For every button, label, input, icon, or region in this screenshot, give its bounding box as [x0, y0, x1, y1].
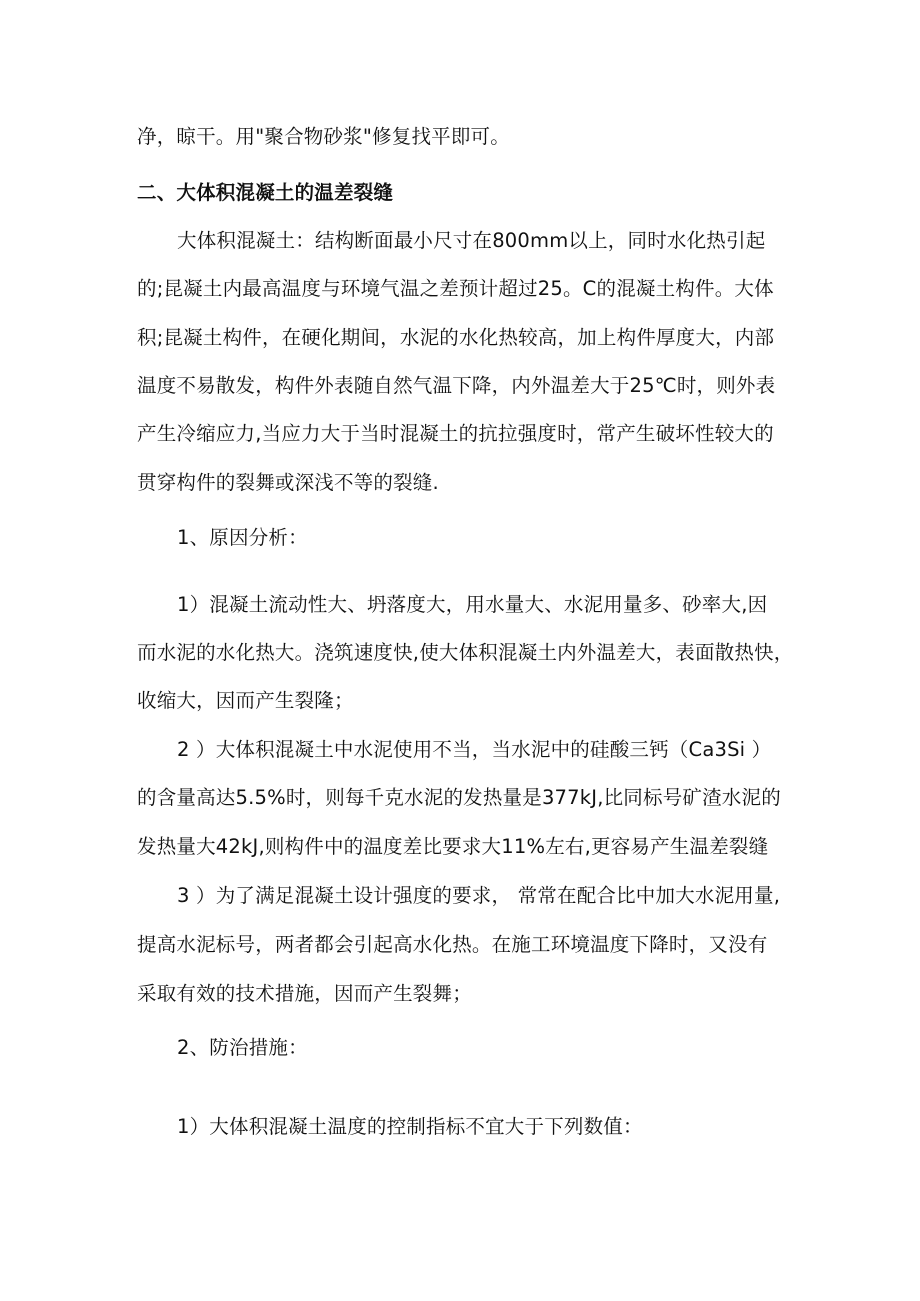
subsection-heading: 2、防治措施：: [177, 1036, 308, 1059]
paragraph-line: 发热量大42kJ,则构件中的温度差比要求大11%左右,更容易产生温差裂缝: [137, 835, 769, 858]
paragraph-line: 1）大体积混凝土温度的控制指标不宜大于下列数值：: [177, 1115, 643, 1138]
paragraph-line: 2 ）大体积混凝土中水泥使用不当，当水泥中的硅酸三钙（Ca3Si ）: [177, 738, 772, 761]
subsection-heading: 1、原因分析：: [177, 526, 308, 549]
paragraph-line: 大体积混凝土：结构断面最小尺寸在800mm以上，同时水化热引起: [177, 229, 766, 252]
paragraph-line: 采取有效的技术措施，因而产生裂舞；: [137, 982, 472, 1005]
paragraph-line: 温度不易散发，构件外表随自然气温下降，内外温差大于25℃时，则外表: [137, 374, 776, 397]
paragraph-line: 积;昆凝土构件，在硬化期间，水泥的水化热较高，加上构件厚度大，内部: [137, 326, 775, 349]
paragraph-line: 提高水泥标号，两者都会引起高水化热。在施工环境温度下降时，又没有: [137, 933, 768, 956]
section-heading: 二、大体积混凝土的温差裂缝: [137, 181, 394, 204]
paragraph-line: 产生冷缩应力,当应力大于当时混凝土的抗拉强度时，常产生破坏性较大的: [137, 422, 774, 445]
paragraph-line: 收缩大，因而产生裂隆；: [137, 689, 354, 712]
paragraph-line: 净，晾干。用"聚合物砂浆"修复找平即可。: [137, 125, 510, 148]
paragraph-line: 贯穿构件的裂舞或深浅不等的裂缝.: [137, 471, 439, 494]
paragraph-line: 而水泥的水化热大。浇筑速度快,使大体积混凝土内外温差大，表面散热快，: [137, 641, 794, 664]
paragraph-line: 的;昆凝土内最高温度与环境气温之差预计超过25。C的混凝土构件。大体: [137, 277, 774, 300]
paragraph-line: 3 ）为了满足混凝土设计强度的要求， 常常在配合比中加大水泥用量,: [177, 884, 781, 907]
paragraph-line: 的含量高达5.5%时，则每千克水泥的发热量是377kJ,比同标号矿渣水泥的: [137, 786, 781, 809]
paragraph-line: 1）混凝土流动性大、坍落度大，用水量大、水泥用量多、砂率大,因: [177, 593, 768, 616]
